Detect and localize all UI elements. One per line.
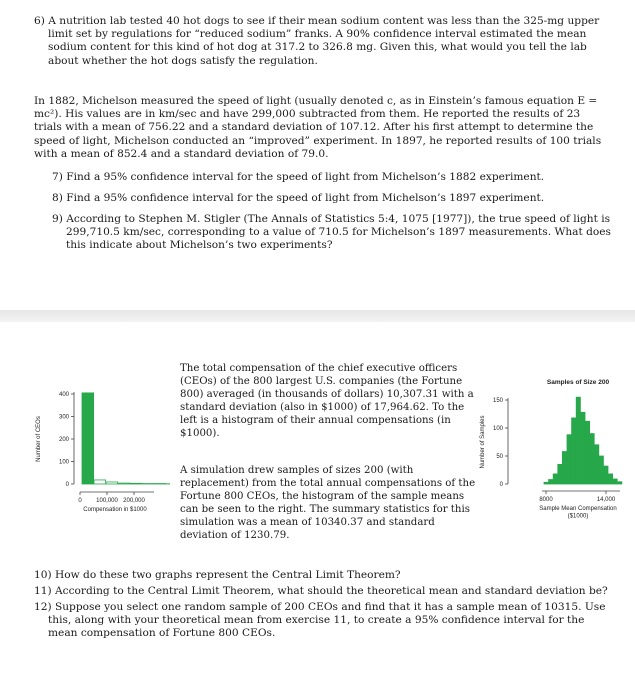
right-bar: [618, 482, 622, 484]
left-bar: [82, 393, 94, 484]
page-divider: [0, 310, 635, 322]
right-bar: [613, 479, 617, 484]
right-bar: [549, 480, 553, 484]
left-y-tick-label: 0: [65, 482, 69, 488]
left-y-tick-label: 400: [58, 392, 69, 398]
right-x-tick-label: 8000: [539, 497, 553, 503]
problem-7: 7) Find a 95% confidence interval for the speed of light from Michelson’s 1882 experiment.: [52, 171, 545, 183]
left-y-tick-label: 300: [58, 414, 69, 421]
right-x-tick-label: 14,000: [596, 497, 616, 503]
right-bar: [585, 421, 589, 484]
problem-10: 10) How do these two graphs represent the Central Limit Theorem?: [34, 569, 401, 581]
right-y-label: Number of Samples: [480, 415, 486, 469]
problem-8: 8) Find a 95% confidence interval for the speed of light from Michelson’s 1897 experiment.: [52, 192, 545, 204]
right-y-tick-label: 100: [492, 426, 503, 432]
michelson-intro: In 1882, Michelson measured the speed of light (usually denoted c, as in Einstein’s famous equation E = mc²). His values are in km/sec and have 299,000 subtracted from them. He reported the results of 23 trials with a mean of 756.22 and a standard deviation of 107.12. After his first attempt to determine the speed of light, Michelson conducted an “improved” experiment. In 1897, he reported results of 100 trials with a mean of 852.4 and a standard deviation of 79.0.: [34, 95, 602, 160]
problem-9: 9) According to Stephen M. Stigler (The Annals of Statistics 5:4, 1075 [1977]), the true speed of light is 299,710.5 km/sec, corresponding to a value of 710.5 for Michelson’s 1897 measurements. What does this indicate about Michelson’s two experiments?: [52, 213, 611, 252]
right-bar: [558, 464, 562, 484]
left-bar: [130, 483, 142, 484]
ceo-compensation-histogram: [30, 380, 170, 530]
right-y-tick-label: 150: [492, 398, 503, 404]
left-bar: [118, 483, 130, 484]
left-x-label: Compensation in $1000: [83, 507, 147, 513]
right-title: Samples of Size 200: [546, 379, 610, 386]
simulation-description: A simulation drew samples of sizes 200 (with replacement) from the total annual compensations of the Fortune 800 CEOs, the histogram of the sample means can be seen to the right. The summary statistics for this simulation was a mean of 10340.37 and standard deviation of 1230.79.: [180, 465, 476, 542]
right-bar: [599, 456, 603, 484]
right-bar: [544, 482, 548, 484]
left-x-tick-label: 0: [78, 498, 82, 504]
right-x-label: Sample Mean Compensation: [539, 506, 617, 512]
right-bar: [567, 435, 571, 484]
right-x-label: ($1000): [567, 513, 589, 520]
left-y-label: Number of CEOs: [36, 416, 42, 462]
problem-11: 11) According to the Central Limit Theorem, what should the theoretical mean and standard deviation be?: [34, 585, 608, 597]
left-bar: [94, 480, 106, 484]
left-x-tick-label: 200,000: [123, 498, 145, 504]
sample-means-histogram: [478, 372, 626, 532]
right-bar: [595, 445, 599, 484]
right-bar: [572, 418, 576, 484]
right-y-tick-label: 50: [496, 454, 503, 460]
problem-6: 6) A nutrition lab tested 40 hot dogs to see if their mean sodium content was less than the 325-mg upper limit set by regulations for “reduced sodium” franks. A 90% confidence interval estimated the mean sodium content for this kind of hot dog at 317.2 to 326.8 mg. Given this, what would you tell the lab about whether the hot dogs satisfy the regulation.: [34, 15, 600, 67]
right-bar: [553, 474, 557, 484]
problem-12: 12) Suppose you select one random sample of 200 CEOs and find that it has a sample mean of 10315. Use this, along with your theoretical mean from exercise 11, to create a 95% confidence interval for the mean compensation of Fortune 800 CEOs.: [34, 601, 606, 640]
left-x-tick-label: 100,000: [96, 498, 118, 504]
left-y-tick-label: 200: [58, 437, 69, 443]
left-bar: [106, 482, 118, 484]
right-bar: [562, 452, 566, 484]
right-y-tick-label: 0: [499, 482, 503, 488]
right-bar: [581, 412, 585, 484]
ceo-description: The total compensation of the chief executive officers (CEOs) of the 800 largest U.S. companies (the Fortune 800) averaged (in thousands of dollars) 10,307.31 with a standard deviation (also in $1000) of 17,964.62. To the left is a histogram of their annual compensations (in $1000).: [180, 363, 474, 440]
right-bar: [590, 434, 594, 484]
right-bar: [604, 466, 608, 484]
right-bar: [576, 397, 580, 484]
right-bar: [608, 474, 612, 484]
left-y-tick-label: 100: [58, 459, 69, 466]
